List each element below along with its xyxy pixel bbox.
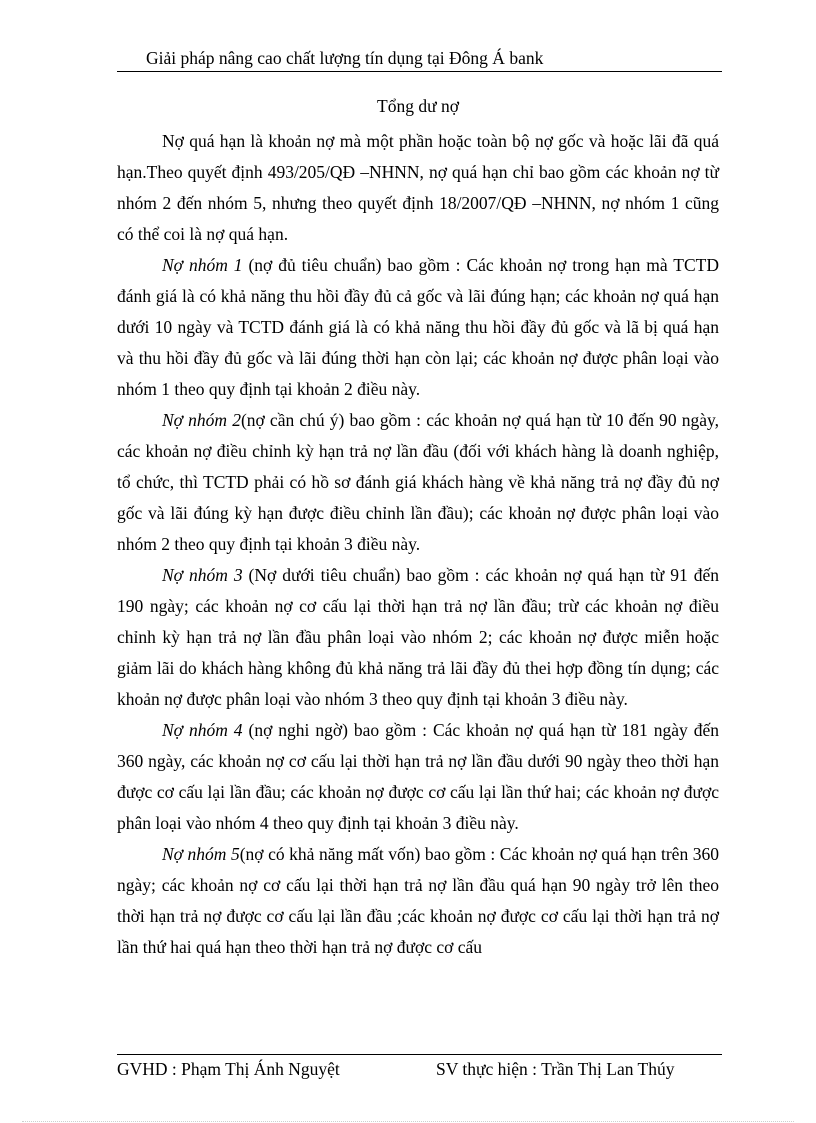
group-4-term: Nợ nhóm 4: [162, 720, 243, 740]
page-bottom-dotted-line: [22, 1121, 794, 1122]
page-body: [117, 96, 719, 963]
footer-divider: [117, 1054, 722, 1055]
paragraph-group-2: Nợ nhóm 2(nợ cần chú ý) bao gồm : các khoản nợ quá hạn từ 10 đến 90 ngày, các khoản nợ điều chỉnh kỳ hạn trả nợ lần đầu (đối với khách hàng là doanh nghiệp, tổ chức, thì TCTD phải có hồ sơ đánh giá khách hàng về khả năng trả nợ đầy đủ nợ gốc và lãi đúng kỳ hạn được điều chỉnh lần đầu); các khoản nợ được phân loại vào nhóm 2 theo quy định tại khoản 3 điều này.: [117, 410, 719, 554]
footer-advisor: GVHD : Phạm Thị Ánh Nguyệt: [117, 1059, 340, 1079]
section-title: Tổng dư nợ: [377, 96, 459, 116]
footer-student: SV thực hiện : Trần Thị Lan Thúy: [436, 1059, 675, 1079]
paragraph-intro: Nợ quá hạn là khoản nợ mà một phần hoặc toàn bộ nợ gốc và hoặc lãi đã quá hạn.Theo quyết định 493/205/QĐ –NHNN, nợ quá hạn chỉ bao gồm các khoản nợ từ nhóm 2 đến nhóm 5, nhưng theo quyết định 18/2007/QĐ –NHNN, nợ nhóm 1 cũng có thể coi là nợ quá hạn.: [117, 131, 719, 244]
running-header: Giải pháp nâng cao chất lượng tín dụng tại Đông Á bank: [146, 48, 544, 68]
paragraph-group-5: Nợ nhóm 5(nợ có khả năng mất vốn) bao gồm : Các khoản nợ quá hạn trên 360 ngày; các khoản nợ cơ cấu lại thời hạn trả nợ lần đầu quá hạn 90 ngày trở lên theo thời hạn trả nợ được cơ cấu lại lần đầu ;các khoản nợ được cơ cấu lại thời hạn trả nợ lần thứ hai quá hạn theo thời hạn trả nợ được cơ cấu: [117, 844, 719, 957]
paragraph-group-4: Nợ nhóm 4 (nợ nghi ngờ) bao gồm : Các khoản nợ quá hạn từ 181 ngày đến 360 ngày, các khoản nợ cơ cấu lại thời hạn trả nợ lần đầu dưới 90 ngày theo thời hạn được cơ cấu lại lần đầu; các khoản nợ được cơ cấu lại lần thứ hai; các khoản nợ được phân loại vào nhóm 4 theo quy định tại khoản 3 điều này.: [117, 720, 719, 833]
group-5-term: Nợ nhóm 5: [162, 844, 240, 864]
group-1-term: Nợ nhóm 1: [162, 255, 243, 275]
paragraph-group-3: Nợ nhóm 3 (Nợ dưới tiêu chuẩn) bao gồm : các khoản nợ quá hạn từ 91 đến 190 ngày; các khoản nợ cơ cấu lại thời hạn trả nợ lần đầu; trừ các khoản nợ điều chỉnh kỳ hạn trả nợ lần đầu phân loại vào nhóm 2; các khoản nợ được miễn hoặc giảm lãi do khách hàng không đủ khả năng trả lãi đầy đủ thei hợp đồng tín dụng; các khoản nợ được phân loại vào nhóm 3 theo quy định tại khoản 3 điều này.: [117, 565, 719, 709]
group-3-term: Nợ nhóm 3: [162, 565, 243, 585]
header-divider: [117, 71, 722, 72]
group-2-term: Nợ nhóm 2: [162, 410, 241, 430]
paragraph-group-1: Nợ nhóm 1 (nợ đủ tiêu chuẩn) bao gồm : Các khoản nợ trong hạn mà TCTD đánh giá là có khả năng thu hồi đầy đủ cả gốc và lãi đúng hạn; các khoản nợ quá hạn dưới 10 ngày và TCTD đánh giá là có khả năng thu hồi đầy đủ gốc và lã bị quá hạn và thu hồi đầy đủ gốc và lãi đúng thời hạn còn lại; các khoản nợ được phân loại vào nhóm 1 theo quy định tại khoản 2 điều này.: [117, 255, 719, 399]
